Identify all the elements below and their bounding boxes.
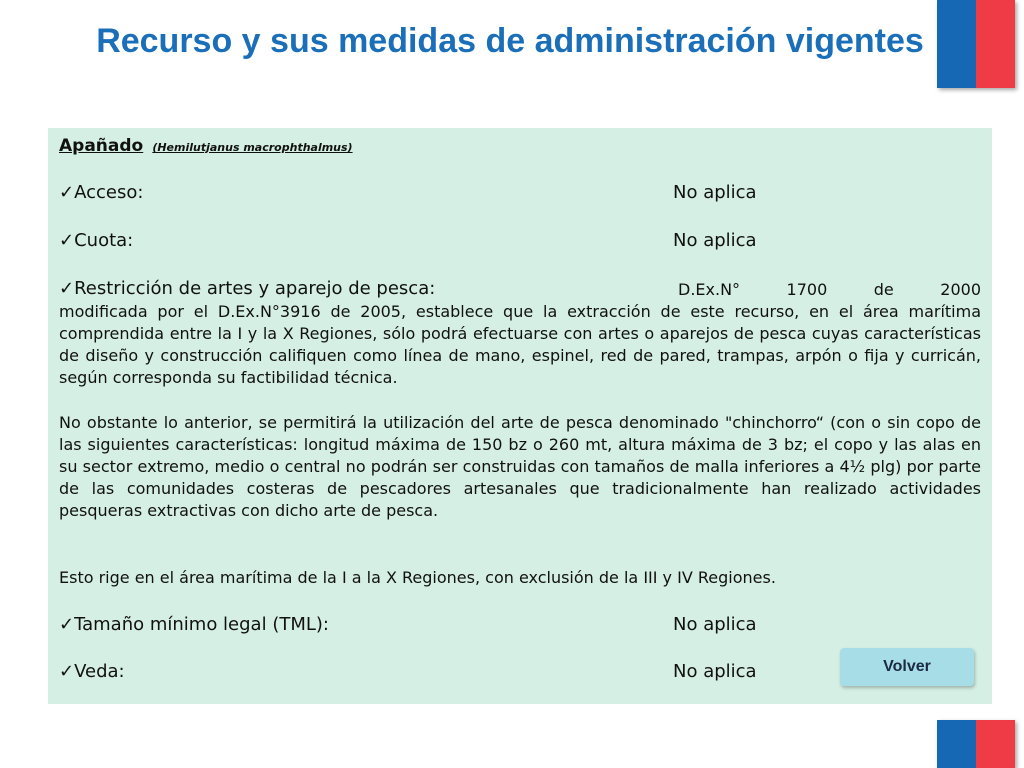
check-icon: ✓ [59,661,75,682]
acceso-value: No aplica [673,182,757,203]
veda-value: No aplica [673,661,757,682]
species-scientific-name: (Hemilutjanus macrophthalmus) [152,141,353,154]
measure-cuota [59,230,981,254]
page-title: Recurso y sus medidas de administración vigentes [96,22,924,60]
restriccion-paragraph-1: modificada por el D.Ex.N°3916 de 2005, establece que la extracción de este recurso, en el área marítima comprendida entre la I y la X Regiones, sólo podrá efectuarse con artes o aparejos de pesca cuyas características de diseño y construcción califiquen como línea de mano, espinel, red de pared, trampas, arpón o fija y curricán, según corresponda su factibilidad técnica. [59,302,981,387]
restriccion-reference: D.Ex.N° 1700 de 2000 [678,280,981,299]
measure-tml [59,614,981,638]
check-icon: ✓ [59,182,75,203]
check-icon: ✓ [59,614,75,635]
check-icon: ✓ [59,230,75,251]
content-panel [48,128,992,704]
measure-acceso [59,182,981,206]
restriccion-label: Restricción de artes y aparejo de pesca: [74,278,436,299]
veda-label: Veda: [74,661,125,682]
chile-flag-logo-bottom [937,720,1015,768]
cuota-value: No aplica [673,230,757,251]
tml-label: Tamaño mínimo legal (TML): [74,614,329,635]
chile-flag-logo-top [937,0,1015,88]
volver-button[interactable]: Volver [840,648,974,686]
check-icon: ✓ [59,278,75,299]
species-common-name: Apañado [59,136,144,156]
cuota-label: Cuota: [74,230,134,251]
tml-value: No aplica [673,614,757,635]
acceso-label: Acceso: [74,182,144,203]
restriccion-paragraph-2: No obstante lo anterior, se permitirá la utilización del arte de pesca denominado "chinchorro“ (con o sin copo de las siguientes características: longitud máxima de 150 bz o 260 mt, altura máxima de 3 bz; el copo y las alas en su sector extremo, medio o central no podrán ser construidas con tamaños de malla inferiores a 4½ plg) por parte de las comunidades costeras de pescadores artesanales que tradicionalmente han realizado actividades pesqueras extractivas con dicho arte de pesca. [59,413,981,520]
species-heading [59,136,353,156]
restriccion-paragraph-3: Esto rige en el área marítima de la I a la X Regiones, con exclusión de la III y IV Regiones. [59,568,776,587]
